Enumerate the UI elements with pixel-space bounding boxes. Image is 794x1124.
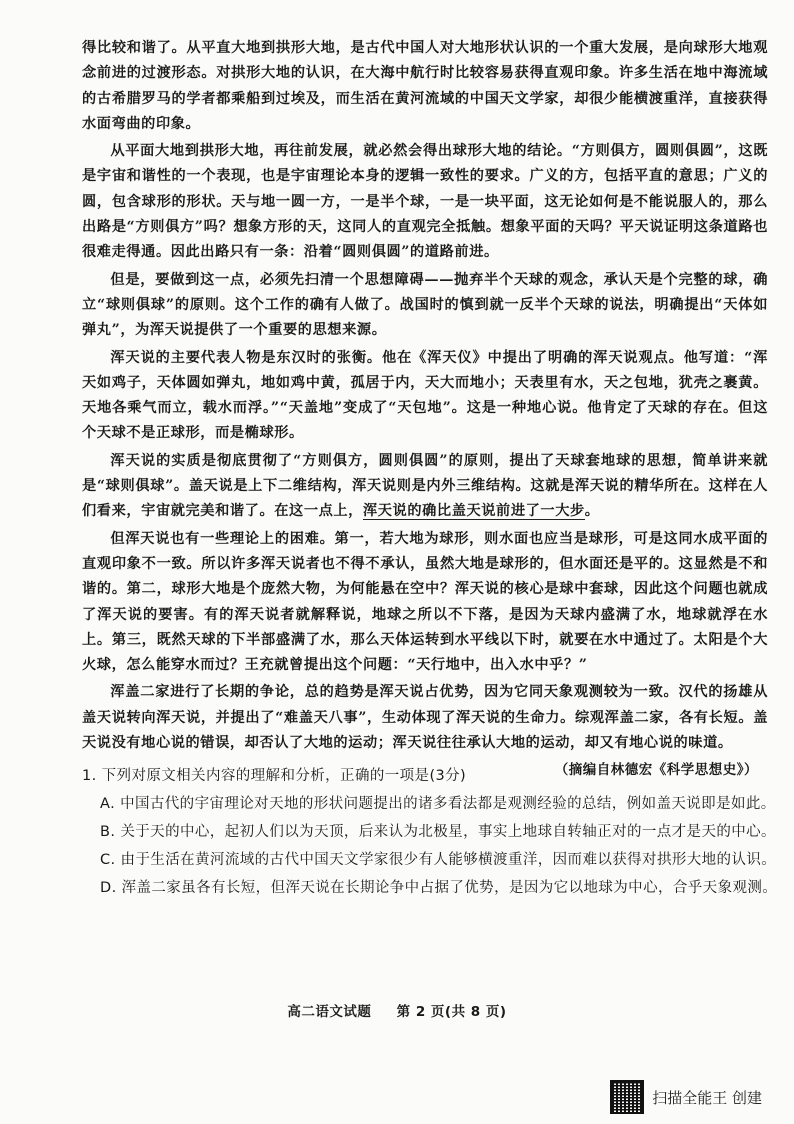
paragraph-6: 但浑天说也有一些理论上的困难。第一，若大地为球形，则水面也应当是球形，可是这同水成平面的直观印象不一致。所以许多浑天说者也不得不承认，虽然大地是球形的，但水面还是平的。这显然是不和谐的。第二，球形大地是个庞然大物，为何能悬在空中？浑天说的核心是球中套球，因此这个问题也就成了浑天说的要害。有的浑天说者就解释说，地球之所以不下落，是因为天球内盛满了水，地球就浮在水上。第三，既然天球的下半部盛满了水，那么天体运转到水平线以下时，就要在水中通过了。太阳是个大火球，怎么能穿水而过？王充就曾提出这个问题：“天行地中，出入水中乎？” bbox=[82, 530, 768, 674]
footer-page-number: 第 2 页(共 8 页) bbox=[396, 1004, 507, 1020]
paragraph-7: 浑盖二家进行了长期的争论，总的趋势是浑天说占优势，因为它同天象观测较为一致。汉代的扬雄从盖天说转向浑天说，并提出了“难盖天八事”，生动体现了浑天说的生命力。综观浑盖二家，各有长短。盖天说没有地心说的错误，却否认了大地的运动；浑天说往往承认大地的运动，却又有地心说的味道。 bbox=[82, 684, 768, 752]
option-c: C. 由于生活在黄河流域的古代中国天文学家很少有人能够横渡重洋，因而难以获得对拱形大地的认识。 bbox=[100, 852, 777, 868]
scanner-watermark bbox=[610, 1080, 770, 1114]
page-footer bbox=[0, 1000, 794, 1020]
question-1 bbox=[82, 762, 782, 902]
watermark-text: 扫描全能王 创建 bbox=[652, 1088, 762, 1107]
paragraph-5-text: 浑天说的实质是彻底贯彻了“方则俱方，圆则俱圆”的原则，提出了天球套地球的思想，简单讲来就是“球则俱球”。盖天说是上下二维结构，浑天说则是内外三维结构。这就是浑天说的精华所在。这样在人们看来，宇宙就完美和谐了。在这一点上， bbox=[82, 452, 768, 520]
footer-subject: 高二语文试题 bbox=[287, 1004, 372, 1020]
source-citation: （摘编自林德宏《科学思想史》） bbox=[554, 762, 758, 779]
paragraph-5 bbox=[82, 449, 768, 525]
paragraph-5-end: 。 bbox=[584, 503, 600, 520]
paragraph-1: 得比较和谐了。从平直大地到拱形大地，是古代中国人对大地形状认识的一个重大发展，是向球形大地观念前进的过渡形态。对拱形大地的认识，在大海中航行时比较容易获得直观印象。许多生活在地中海流域的古希腊罗马的学者都乘船到过埃及，而生活在黄河流域的中国天文学家，却很少能横渡重洋，直接获得水面弯曲的印象。 bbox=[82, 40, 768, 132]
qr-code-icon bbox=[610, 1080, 644, 1114]
underlined-sentence: 浑天说的确比盖天说前进了一大步 bbox=[362, 503, 585, 520]
option-a: A. 中国古代的宇宙理论对天地的形状问题提出的诸多看法都是观测经验的总结，例如盖天说即是如此。 bbox=[100, 796, 776, 812]
paragraph-3: 但是，要做到这一点，必须先扫清一个思想障碍——抛弃半个天球的观念，承认天是个完整的球，确立“球则俱球”的原则。这个工作的确有人做了。战国时的慎到就一反半个天球的说法，明确提出“天体如弹丸”，为浑天说提供了一个重要的思想来源。 bbox=[82, 271, 768, 339]
paragraph-4: 浑天说的主要代表人物是东汉时的张衡。他在《浑天仪》中提出了明确的浑天说观点。他写道：“浑天如鸡子，天体圆如弹丸，地如鸡中黄，孤居于内，天大而地小；天表里有水，天之包地，犹壳之裹黄。天地各乘气而立，载水而浮。”“天盖地”变成了“天包地”。这是一种地心说。他肯定了天球的存在。但这个天球不是正球形，而是椭球形。 bbox=[82, 349, 768, 442]
paragraph-2: 从平面大地到拱形大地，再往前发展，就必然会得出球形大地的结论。“方则俱方，圆则俱圆”，这既是宇宙和谐性的一个表现，也是宇宙理论本身的逻辑一致性的要求。广义的方，包括平直的意思；广义的圆，包含球形的形状。天与地一圆一方，一是半个球，一是一块平面，这无论如何是不能说服人的，那么出路是“方则俱方”吗？想象方形的天，这同人的直观完全抵触。想象平面的天吗？平天说证明这条道路也很难走得通。因此出路只有一条：沿着“圆则俱圆”的道路前进。 bbox=[82, 143, 768, 261]
option-d: D. 浑盖二家虽各有长短，但浑天说在长期论争中占据了优势，是因为它以地球为中心，合乎天象观测。 bbox=[100, 880, 778, 896]
option-b: B. 关于天的中心，起初人们以为天顶，后来认为北极星，事实上地球自转轴正对的一点才是天的中心。 bbox=[100, 824, 776, 840]
passage bbox=[82, 36, 768, 789]
question-stem: 1. 下列对原文相关内容的理解和分析，正确的一项是(3分) bbox=[82, 768, 467, 784]
